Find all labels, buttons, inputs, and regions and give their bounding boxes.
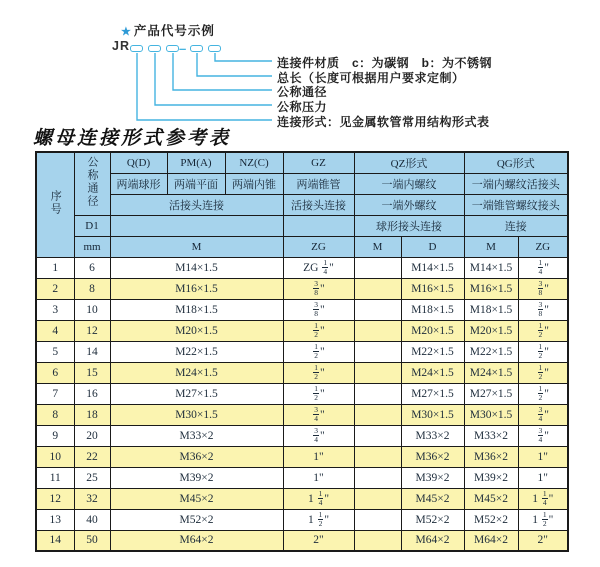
connector-line bbox=[197, 53, 272, 76]
table-row bbox=[36, 383, 568, 404]
cell-qg-m: M52×2 bbox=[464, 509, 518, 530]
header-qg-conn: 连接 bbox=[464, 215, 568, 236]
code-box-2 bbox=[148, 45, 161, 52]
table-row bbox=[36, 425, 568, 446]
header-qg: QG形式 bbox=[464, 152, 568, 173]
cell-dn: 50 bbox=[74, 530, 110, 551]
fraction: $\frac{1}{4}$ bbox=[538, 257, 543, 276]
cell-qg-m: M33×2 bbox=[464, 425, 518, 446]
cell-qg-zg: $\frac{1}{2}$ " bbox=[518, 362, 568, 383]
cell-m: M27×1.5 bbox=[110, 383, 283, 404]
header-gz-conn: 活接头连接 bbox=[283, 194, 354, 215]
fraction: $\frac{1}{2}$ bbox=[538, 320, 543, 339]
fraction: $\frac{3}{8}$ bbox=[314, 299, 319, 318]
table-row bbox=[36, 530, 568, 551]
cell-gz-zg: $\frac{3}{8}$ " bbox=[283, 299, 354, 320]
cell-qg-m: M45×2 bbox=[464, 488, 518, 509]
cell-no: 3 bbox=[36, 299, 74, 320]
cell-gz-zg: $\frac{3}{8}$ " bbox=[283, 278, 354, 299]
cell-m: M39×2 bbox=[110, 467, 283, 488]
cell-gz-zg: 1" bbox=[283, 467, 354, 488]
cell-qz-d: M18×1.5 bbox=[401, 299, 464, 320]
code-box-5 bbox=[208, 45, 221, 52]
table-row bbox=[36, 320, 568, 341]
header-seq-label: 序号 bbox=[49, 190, 62, 217]
cell-qz-m bbox=[354, 425, 401, 446]
cell-qz-d: M64×2 bbox=[401, 530, 464, 551]
cell-qg-m: M24×1.5 bbox=[464, 362, 518, 383]
table-title: 螺母连接形式参考表 bbox=[33, 127, 232, 149]
product-code-prefix: JR bbox=[112, 39, 130, 53]
code-box-1 bbox=[130, 45, 143, 52]
cell-dn: 12 bbox=[74, 320, 110, 341]
cell-no: 10 bbox=[36, 446, 74, 467]
cell-qz-d: M39×2 bbox=[401, 467, 464, 488]
cell-m: M33×2 bbox=[110, 425, 283, 446]
header-gz-sub: 两端锥管 bbox=[283, 173, 354, 194]
fraction: $\frac{1}{2}$ bbox=[314, 362, 319, 381]
cell-qz-m bbox=[354, 446, 401, 467]
table-row bbox=[36, 278, 568, 299]
cell-qg-zg: $\frac{3}{4}$ " bbox=[518, 425, 568, 446]
fraction: $\frac{1}{2}$ bbox=[542, 509, 547, 528]
header-q-sub: 两端球形 bbox=[110, 173, 167, 194]
cell-qz-d: M30×1.5 bbox=[401, 404, 464, 425]
fraction: $\frac{3}{4}$ bbox=[538, 425, 543, 444]
fraction: $\frac{1}{2}$ bbox=[538, 383, 543, 402]
header-mm: mm bbox=[74, 236, 110, 257]
cell-dn: 10 bbox=[74, 299, 110, 320]
connector-line bbox=[173, 53, 272, 90]
cell-qz-d: M16×1.5 bbox=[401, 278, 464, 299]
header-qz-sub2: 一端外螺纹 bbox=[354, 194, 464, 215]
cell-qg-zg: $\frac{3}{4}$ " bbox=[518, 404, 568, 425]
header-seq bbox=[36, 152, 74, 257]
table-row bbox=[36, 467, 568, 488]
cell-gz-zg: ZG $\frac{1}{4}$ " bbox=[283, 257, 354, 278]
cell-no: 8 bbox=[36, 404, 74, 425]
cell-qg-zg: $\frac{3}{8}$ " bbox=[518, 299, 568, 320]
diagram-label-connection: 连接形式：见金属软管常用结构形式表 bbox=[277, 115, 490, 129]
cell-gz-zg: 1 $\frac{1}{2}$ " bbox=[283, 509, 354, 530]
code-dash: – bbox=[179, 41, 187, 56]
cell-qg-m: M16×1.5 bbox=[464, 278, 518, 299]
header-qz: QZ形式 bbox=[354, 152, 464, 173]
table-row bbox=[36, 341, 568, 362]
cell-no: 11 bbox=[36, 467, 74, 488]
cell-qz-m bbox=[354, 488, 401, 509]
cell-m: M45×2 bbox=[110, 488, 283, 509]
cell-m: M64×2 bbox=[110, 530, 283, 551]
cell-dn: 16 bbox=[74, 383, 110, 404]
cell-gz-zg: $\frac{1}{2}$ " bbox=[283, 320, 354, 341]
cell-qz-d: M20×1.5 bbox=[401, 320, 464, 341]
header-qg-sub2: 一端锥管螺纹接头 bbox=[464, 194, 568, 215]
cell-qz-d: M36×2 bbox=[401, 446, 464, 467]
star-icon: ★ bbox=[121, 26, 132, 38]
header-qz-m: M bbox=[354, 236, 401, 257]
fraction: $\frac{1}{2}$ bbox=[538, 362, 543, 381]
cell-gz-zg: $\frac{1}{2}$ " bbox=[283, 383, 354, 404]
cell-qz-m bbox=[354, 467, 401, 488]
cell-dn: 32 bbox=[74, 488, 110, 509]
cell-qz-m bbox=[354, 320, 401, 341]
diagram-label-material: 连接件材质 c：为碳钢 b：为不锈钢 bbox=[277, 56, 493, 70]
fraction: $\frac{1}{2}$ bbox=[314, 320, 319, 339]
cell-gz-zg: 1 $\frac{1}{4}$ " bbox=[283, 488, 354, 509]
fraction: $\frac{3}{8}$ bbox=[538, 299, 543, 318]
cell-gz-zg: 1" bbox=[283, 446, 354, 467]
cell-no: 4 bbox=[36, 320, 74, 341]
header-gz: GZ bbox=[283, 152, 354, 173]
cell-qz-m bbox=[354, 278, 401, 299]
fraction: $\frac{3}{4}$ bbox=[314, 404, 319, 423]
header-dn bbox=[74, 152, 110, 215]
cell-m: M30×1.5 bbox=[110, 404, 283, 425]
cell-m: M16×1.5 bbox=[110, 278, 283, 299]
table-row bbox=[36, 509, 568, 530]
cell-qz-m bbox=[354, 362, 401, 383]
code-box-4 bbox=[190, 45, 203, 52]
diagram-label-diameter: 公称通径 bbox=[277, 85, 328, 99]
table-row bbox=[36, 299, 568, 320]
cell-qz-d: M27×1.5 bbox=[401, 383, 464, 404]
cell-qz-d: M33×2 bbox=[401, 425, 464, 446]
cell-qz-d: M45×2 bbox=[401, 488, 464, 509]
cell-no: 12 bbox=[36, 488, 74, 509]
cell-gz-zg: $\frac{1}{2}$ " bbox=[283, 341, 354, 362]
diagram-title bbox=[121, 21, 215, 39]
cell-qg-zg: $\frac{1}{2}$ " bbox=[518, 320, 568, 341]
cell-qg-m: M36×2 bbox=[464, 446, 518, 467]
cell-qg-m: M22×1.5 bbox=[464, 341, 518, 362]
cell-qz-d: M22×1.5 bbox=[401, 341, 464, 362]
cell-m: M36×2 bbox=[110, 446, 283, 467]
cell-qz-d: M52×2 bbox=[401, 509, 464, 530]
table-row bbox=[36, 362, 568, 383]
header-qg-sub1: 一端内螺纹活接头 bbox=[464, 173, 568, 194]
cell-dn: 6 bbox=[74, 257, 110, 278]
cell-qz-m bbox=[354, 383, 401, 404]
fraction: $\frac{1}{4}$ bbox=[318, 488, 323, 507]
cell-qg-m: M30×1.5 bbox=[464, 404, 518, 425]
fraction: $\frac{3}{4}$ bbox=[538, 404, 543, 423]
diagram-label-pressure: 公称压力 bbox=[277, 100, 328, 114]
cell-qg-m: M18×1.5 bbox=[464, 299, 518, 320]
cell-qg-zg: $\frac{1}{2}$ " bbox=[518, 383, 568, 404]
header-qz-sub1: 一端内螺纹 bbox=[354, 173, 464, 194]
header-gz-unit: ZG bbox=[283, 236, 354, 257]
connector-line bbox=[155, 53, 272, 105]
table-body bbox=[36, 257, 568, 551]
header-q: Q(D) bbox=[110, 152, 167, 173]
fraction: $\frac{1}{2}$ bbox=[314, 341, 319, 360]
cell-m: M18×1.5 bbox=[110, 299, 283, 320]
header-m-unit: M bbox=[110, 236, 283, 257]
table-header bbox=[36, 152, 568, 257]
cell-dn: 15 bbox=[74, 362, 110, 383]
cell-qz-m bbox=[354, 257, 401, 278]
fraction: $\frac{1}{2}$ bbox=[318, 509, 323, 528]
fraction: $\frac{3}{8}$ bbox=[314, 278, 319, 297]
header-blank-m bbox=[110, 215, 283, 236]
cell-m: M52×2 bbox=[110, 509, 283, 530]
cell-no: 13 bbox=[36, 509, 74, 530]
diagram-label-length: 总长（长度可根据用户要求定制） bbox=[277, 71, 465, 85]
header-pm: PM(A) bbox=[167, 152, 225, 173]
header-blank-gz bbox=[283, 215, 354, 236]
cell-dn: 40 bbox=[74, 509, 110, 530]
cell-qg-m: M20×1.5 bbox=[464, 320, 518, 341]
fraction: $\frac{3}{8}$ bbox=[538, 278, 543, 297]
fraction: $\frac{1}{4}$ bbox=[542, 488, 547, 507]
cell-qg-m: M39×2 bbox=[464, 467, 518, 488]
cell-qg-m: M27×1.5 bbox=[464, 383, 518, 404]
header-dn-label: 公称通径 bbox=[86, 156, 99, 209]
cell-qz-d: M24×1.5 bbox=[401, 362, 464, 383]
header-pm-sub: 两端平面 bbox=[167, 173, 225, 194]
cell-qz-m bbox=[354, 509, 401, 530]
cell-no: 5 bbox=[36, 341, 74, 362]
cell-no: 9 bbox=[36, 425, 74, 446]
cell-no: 7 bbox=[36, 383, 74, 404]
cell-dn: 8 bbox=[74, 278, 110, 299]
header-qg-m: M bbox=[464, 236, 518, 257]
cell-qg-zg: $\frac{1}{2}$ " bbox=[518, 341, 568, 362]
cell-qg-zg: 1" bbox=[518, 467, 568, 488]
table-row bbox=[36, 446, 568, 467]
cell-m: M20×1.5 bbox=[110, 320, 283, 341]
cell-dn: 14 bbox=[74, 341, 110, 362]
cell-m: M24×1.5 bbox=[110, 362, 283, 383]
header-qz-conn: 球形接头连接 bbox=[354, 215, 464, 236]
table-row bbox=[36, 257, 568, 278]
cell-qg-m: M14×1.5 bbox=[464, 257, 518, 278]
cell-qg-zg: 1 $\frac{1}{4}$ " bbox=[518, 488, 568, 509]
fraction: $\frac{3}{4}$ bbox=[314, 425, 319, 444]
connector-line bbox=[137, 53, 272, 120]
cell-qz-m bbox=[354, 530, 401, 551]
cell-qz-d: M14×1.5 bbox=[401, 257, 464, 278]
cell-gz-zg: 2" bbox=[283, 530, 354, 551]
cell-dn: 22 bbox=[74, 446, 110, 467]
cell-gz-zg: $\frac{3}{4}$ " bbox=[283, 425, 354, 446]
cell-gz-zg: $\frac{1}{2}$ " bbox=[283, 362, 354, 383]
cell-no: 2 bbox=[36, 278, 74, 299]
header-nz-sub: 两端内锥 bbox=[225, 173, 283, 194]
cell-qg-zg: $\frac{3}{8}$ " bbox=[518, 278, 568, 299]
header-union-conn: 活接头连接 bbox=[110, 194, 283, 215]
fraction: $\frac{1}{2}$ bbox=[538, 341, 543, 360]
cell-qg-zg: 1 $\frac{1}{2}$ " bbox=[518, 509, 568, 530]
cell-no: 1 bbox=[36, 257, 74, 278]
cell-dn: 20 bbox=[74, 425, 110, 446]
header-qz-d: D bbox=[401, 236, 464, 257]
cell-no: 14 bbox=[36, 530, 74, 551]
fraction: $\frac{1}{2}$ bbox=[314, 383, 319, 402]
table-row bbox=[36, 404, 568, 425]
fraction: $\frac{1}{4}$ bbox=[323, 257, 328, 276]
cell-dn: 18 bbox=[74, 404, 110, 425]
cell-qg-zg: 1" bbox=[518, 446, 568, 467]
cell-qz-m bbox=[354, 299, 401, 320]
diagram-title-text: 产品代号示例 bbox=[133, 24, 215, 38]
cell-qz-m bbox=[354, 341, 401, 362]
header-nz: NZ(C) bbox=[225, 152, 283, 173]
cell-dn: 25 bbox=[74, 467, 110, 488]
header-d1: D1 bbox=[74, 215, 110, 236]
connector-line bbox=[215, 53, 272, 61]
cell-qz-m bbox=[354, 404, 401, 425]
code-box-3 bbox=[166, 45, 179, 52]
cell-m: M14×1.5 bbox=[110, 257, 283, 278]
cell-no: 6 bbox=[36, 362, 74, 383]
reference-table bbox=[35, 151, 569, 552]
cell-m: M22×1.5 bbox=[110, 341, 283, 362]
cell-qg-zg: 2" bbox=[518, 530, 568, 551]
table-row bbox=[36, 488, 568, 509]
cell-qg-m: M64×2 bbox=[464, 530, 518, 551]
cell-qg-zg: $\frac{1}{4}$ " bbox=[518, 257, 568, 278]
cell-gz-zg: $\frac{3}{4}$ " bbox=[283, 404, 354, 425]
header-qg-zg: ZG bbox=[518, 236, 568, 257]
